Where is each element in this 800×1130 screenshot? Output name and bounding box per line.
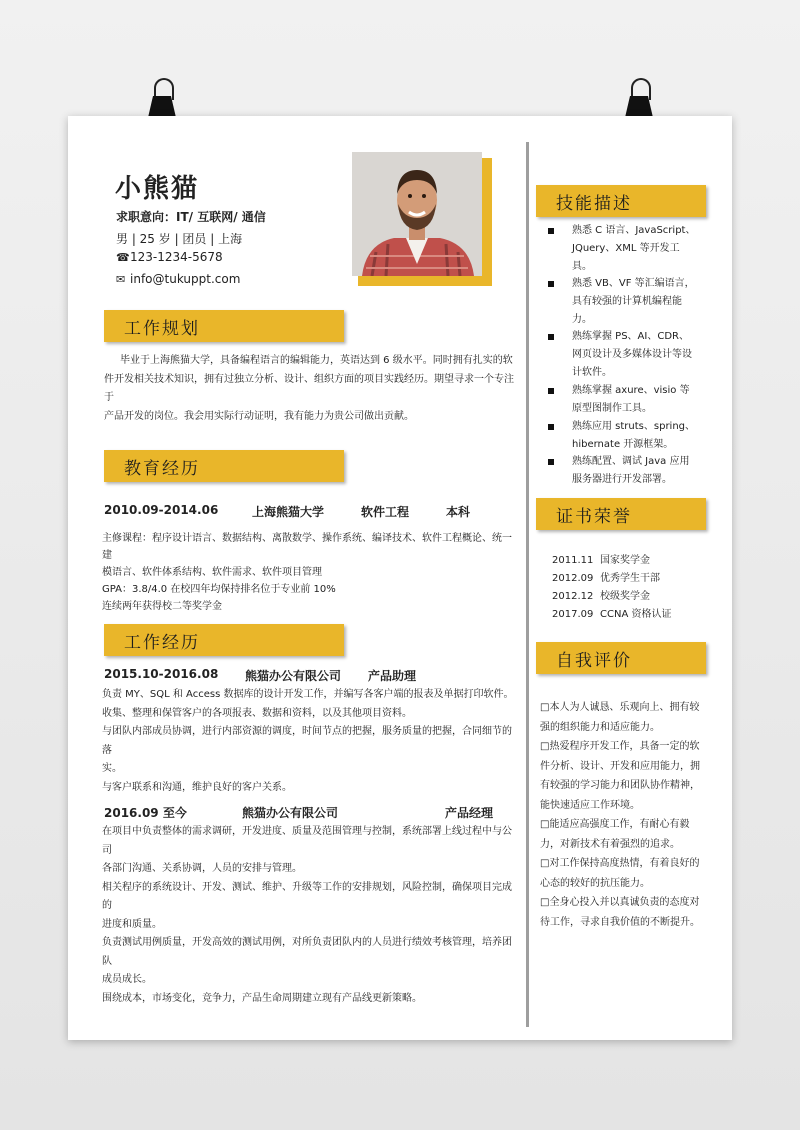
section-header-certs: 证书荣誉 [536, 498, 706, 530]
skill-item: 熟悉 C 语言、JavaScript、 JQuery、XML 等开发工 具。 [548, 222, 698, 276]
mail-icon: ✉ [116, 273, 126, 286]
skill-item: 熟悉 VB、VF 等汇编语言， 具有较强的计算机编程能 力。 [548, 275, 698, 329]
cert-row: 2012.12 校级奖学金 [552, 591, 650, 602]
skill-item: 熟练配置、调试 Java 应用 服务器进行开发部署。 [548, 453, 698, 489]
job1-company: 熊猫办公有限公司 [245, 669, 342, 683]
section-header-self: 自我评价 [536, 642, 706, 674]
portrait-photo [352, 152, 492, 286]
section-header-work: 工作经历 [104, 624, 344, 656]
email-row: ✉ info@tukuppt.com [116, 272, 241, 286]
job1-title: 产品助理 [368, 669, 417, 683]
job2-period: 2016.09 至今 [104, 806, 187, 820]
edu-degree: 本科 [446, 505, 471, 519]
phone-row: ☎123-1234-5678 [116, 250, 223, 264]
job-intent: 求职意向：IT/ 互联网/ 通信 [116, 210, 266, 224]
cert-row: 2017.09 CCNA 资格认证 [552, 609, 672, 620]
basic-info: 男 | 25 岁 | 团员 | 上海 [116, 232, 243, 246]
section-header-skills: 技能描述 [536, 185, 706, 217]
job1-period: 2015.10-2016.08 [104, 667, 219, 681]
edu-details: 主修课程：程序设计语言、数据结构、离散数学、操作系统、编译技术、软件工程概论、统一建 模语言、软件体系结构、软件需求、软件项目管理 GPA：3.8/4.0 在校四年均保持排名位于专业前 10% 连续两年获得校二等奖学金 [102, 533, 512, 612]
section-header-education: 教育经历 [104, 450, 344, 482]
skill-item: 熟练掌握 axure、visio 等 原型图制作工具。 [548, 382, 698, 418]
skill-item: 熟练掌握 PS、AI、CDR、 网页设计及多媒体设计等设 计软件。 [548, 328, 698, 382]
applicant-name: 小熊猫 [115, 174, 200, 204]
cert-row: 2012.09 优秀学生干部 [552, 573, 660, 584]
job2-details: 在项目中负责整体的需求调研，开发进度、质量及范围管理与控制，系统部署上线过程中与公司 各部门沟通、关系协调，人员的安排与管理。 相关程序的系统设计、开发、测试、维护、升级等工作的安排规划，风险控制，确保项目完成的 进度和质量。 负责测试用例质量，开发高效的测试用例，对所负责团队内的人员进行绩效考核管理，培养团队 成员成长。 围绕成本，市场变化，竞争力，产品生命周期建立现有产品线更新策略。 [102, 826, 512, 1004]
self-evaluation-text: □本人为人诚恳、乐观向上、拥有较 强的组织能力和适应能力。 □热爱程序开发工作，具备一定的软 件分析、设计、开发和应用能力，拥 有较强的学习能力和团队协作精神， 能快速适应工作环境。 □能适应高强度工作，有耐心有毅 力，对新技术有着强烈的追求。 □对工作保持高度热情，有着良好的 心态的较好的抗压能力。 □全身心投入并以真诚负责的态度对 待工作，寻求自我价值的不断提升。 [540, 702, 700, 928]
phone-icon: ☎ [116, 251, 130, 264]
edu-period: 2010.09-2014.06 [104, 503, 219, 517]
column-divider [526, 142, 529, 1027]
job2-title: 产品经理 [445, 806, 494, 820]
edu-major: 软件工程 [361, 505, 410, 519]
job1-details: 负责 MY、SQL 和 Access 数据库的设计开发工作，并编写各客户端的报表及单据打印软件。 收集、整理和保管客户的各项报表、数据和资料，以及其他项目资料。 与团队内部成员协调，进行内部资源的调度，时间节点的把握，服务质量的把握，合同细节的落 实。 与客户联系和沟通，维护良好的客户关系。 [102, 689, 514, 793]
plan-text: 毕业于上海熊猫大学，具备编程语言的编辑能力，英语达到 6 级水平。同时拥有扎实的软 件开发相关技术知识，拥有过独立分析、设计、组织方面的项目实践经历。期望寻求一个专注于 产品开发的岗位。我会用实际行动证明，我有能力为贵公司做出贡献。 [104, 355, 514, 422]
cert-row: 2011.11 国家奖学金 [552, 555, 650, 566]
job2-company: 熊猫办公有限公司 [242, 806, 339, 820]
section-header-plan: 工作规划 [104, 310, 344, 342]
skill-item: 熟练应用 struts、spring、 hibernate 开源框架。 [548, 418, 698, 454]
edu-school: 上海熊猫大学 [252, 505, 325, 519]
